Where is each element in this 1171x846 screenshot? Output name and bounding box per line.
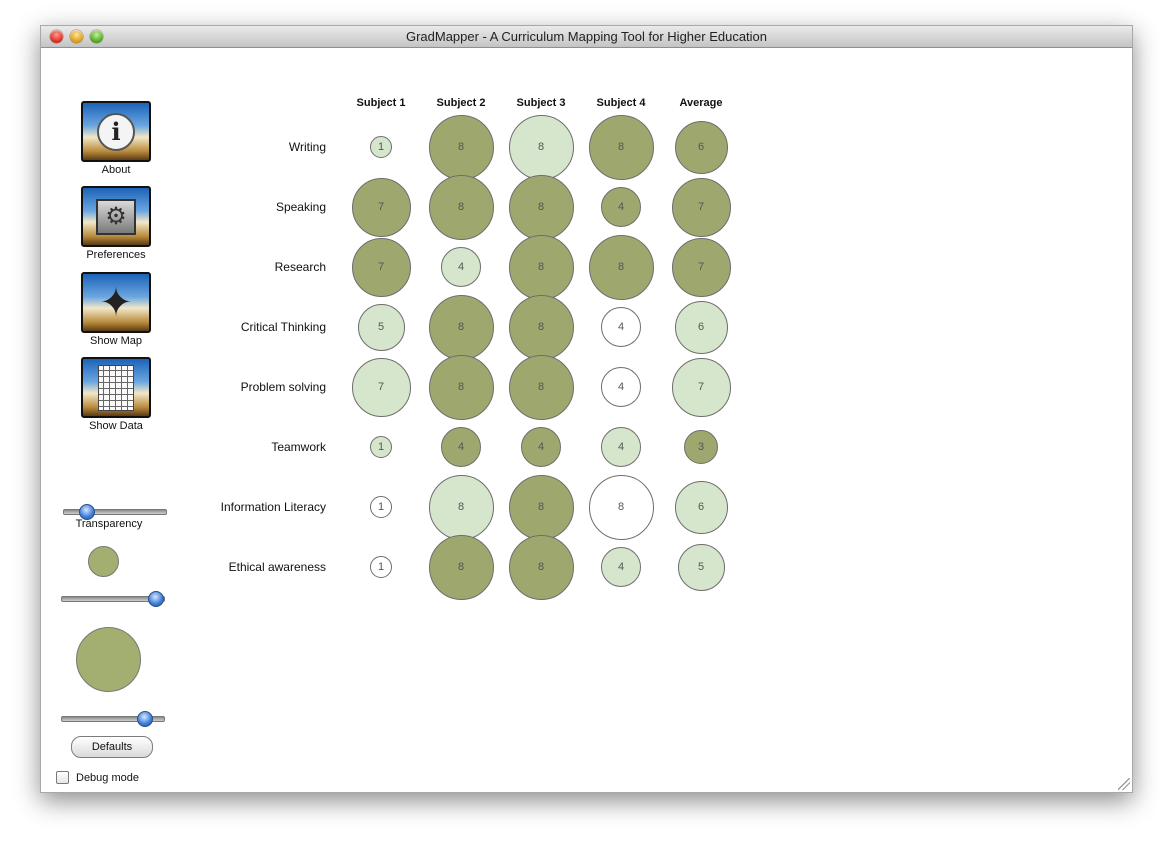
row-label-7: Information Literacy [220,500,326,514]
max-size-slider-knob[interactable] [137,711,153,727]
bubble-r7-c4[interactable]: 8 [589,475,654,540]
bubble-r5-c5[interactable]: 7 [672,358,731,417]
bubble-r5-c2[interactable]: 8 [429,355,494,420]
bubble-r1-c1[interactable]: 1 [370,136,392,158]
row-label-3: Research [274,260,326,274]
about-label: About [101,164,131,176]
bubble-r3-c2[interactable]: 4 [441,247,481,287]
preferences-button[interactable] [81,186,151,261]
about-button[interactable] [81,101,151,176]
bubble-r7-c2[interactable]: 8 [429,475,494,540]
transparency-slider[interactable] [63,509,167,515]
bubble-r1-c4[interactable]: 8 [589,115,654,180]
transparency-label: Transparency [75,518,143,530]
bubble-r2-c1[interactable]: 7 [352,178,411,237]
compass-icon: ✦ [81,272,151,333]
defaults-button[interactable]: Defaults [71,736,153,758]
column-header-4: Subject 4 [596,97,646,109]
column-header-5: Average [679,97,723,109]
show-data-button[interactable] [81,357,151,432]
show-map-button[interactable] [81,272,151,347]
bubble-r6-c1[interactable]: 1 [370,436,392,458]
bubble-r2-c5[interactable]: 7 [672,178,731,237]
max-size-slider[interactable] [61,716,165,722]
row-label-2: Speaking [275,200,326,214]
column-header-1: Subject 1 [356,97,406,109]
bubble-r6-c2[interactable]: 4 [441,427,481,467]
info-icon: i [81,101,151,162]
title-bar [41,26,1132,48]
bubble-r4-c1[interactable]: 5 [358,304,405,351]
bubble-r2-c3[interactable]: 8 [509,175,574,240]
row-label-5: Problem solving [240,380,326,394]
bubble-r4-c5[interactable]: 6 [675,301,728,354]
bubble-r1-c5[interactable]: 6 [675,121,728,174]
bubble-r7-c1[interactable]: 1 [370,496,392,518]
preferences-icon: ⚙ [81,186,151,247]
bubble-r7-c5[interactable]: 6 [675,481,728,534]
min-size-slider[interactable] [61,596,165,602]
bubble-r2-c4[interactable]: 4 [601,187,641,227]
row-label-8: Ethical awareness [228,560,326,574]
bubble-r1-c3[interactable]: 8 [509,115,574,180]
bubble-r4-c4[interactable]: 4 [601,307,641,347]
bubble-r6-c4[interactable]: 4 [601,427,641,467]
bubble-r1-c2[interactable]: 8 [429,115,494,180]
row-label-1: Writing [288,140,326,154]
column-header-2: Subject 2 [436,97,486,109]
bubble-r4-c3[interactable]: 8 [509,295,574,360]
bubble-r2-c2[interactable]: 8 [429,175,494,240]
window-title: GradMapper - A Curriculum Mapping Tool for Higher Education [405,29,768,44]
row-label-4: Critical Thinking [240,320,326,334]
bubble-r5-c4[interactable]: 4 [601,367,641,407]
bubble-r8-c4[interactable]: 4 [601,547,641,587]
bubble-r8-c2[interactable]: 8 [429,535,494,600]
bubble-r6-c5[interactable]: 3 [684,430,718,464]
debug-mode-label: Debug mode [76,771,139,784]
debug-mode-checkbox[interactable] [56,771,69,784]
bubble-r7-c3[interactable]: 8 [509,475,574,540]
bubble-r3-c3[interactable]: 8 [509,235,574,300]
resize-grip[interactable] [1118,778,1130,790]
bubble-r3-c1[interactable]: 7 [352,238,411,297]
min-size-slider-knob[interactable] [148,591,164,607]
max-size-preview [76,627,141,692]
bubble-r5-c1[interactable]: 7 [352,358,411,417]
min-size-preview [88,546,119,577]
show-map-label: Show Map [90,335,142,347]
column-header-3: Subject 3 [516,97,566,109]
preferences-label: Preferences [86,249,146,261]
bubble-r5-c3[interactable]: 8 [509,355,574,420]
row-label-6: Teamwork [271,440,326,454]
bubble-r4-c2[interactable]: 8 [429,295,494,360]
bubble-r8-c3[interactable]: 8 [509,535,574,600]
bubble-r6-c3[interactable]: 4 [521,427,561,467]
app-window [40,25,1133,793]
show-data-label: Show Data [89,420,143,432]
bubble-r3-c4[interactable]: 8 [589,235,654,300]
debug-mode-toggle[interactable] [56,771,139,784]
bubble-r8-c5[interactable]: 5 [678,544,725,591]
bubble-r8-c1[interactable]: 1 [370,556,392,578]
bubble-r3-c5[interactable]: 7 [672,238,731,297]
spreadsheet-icon [81,357,151,418]
